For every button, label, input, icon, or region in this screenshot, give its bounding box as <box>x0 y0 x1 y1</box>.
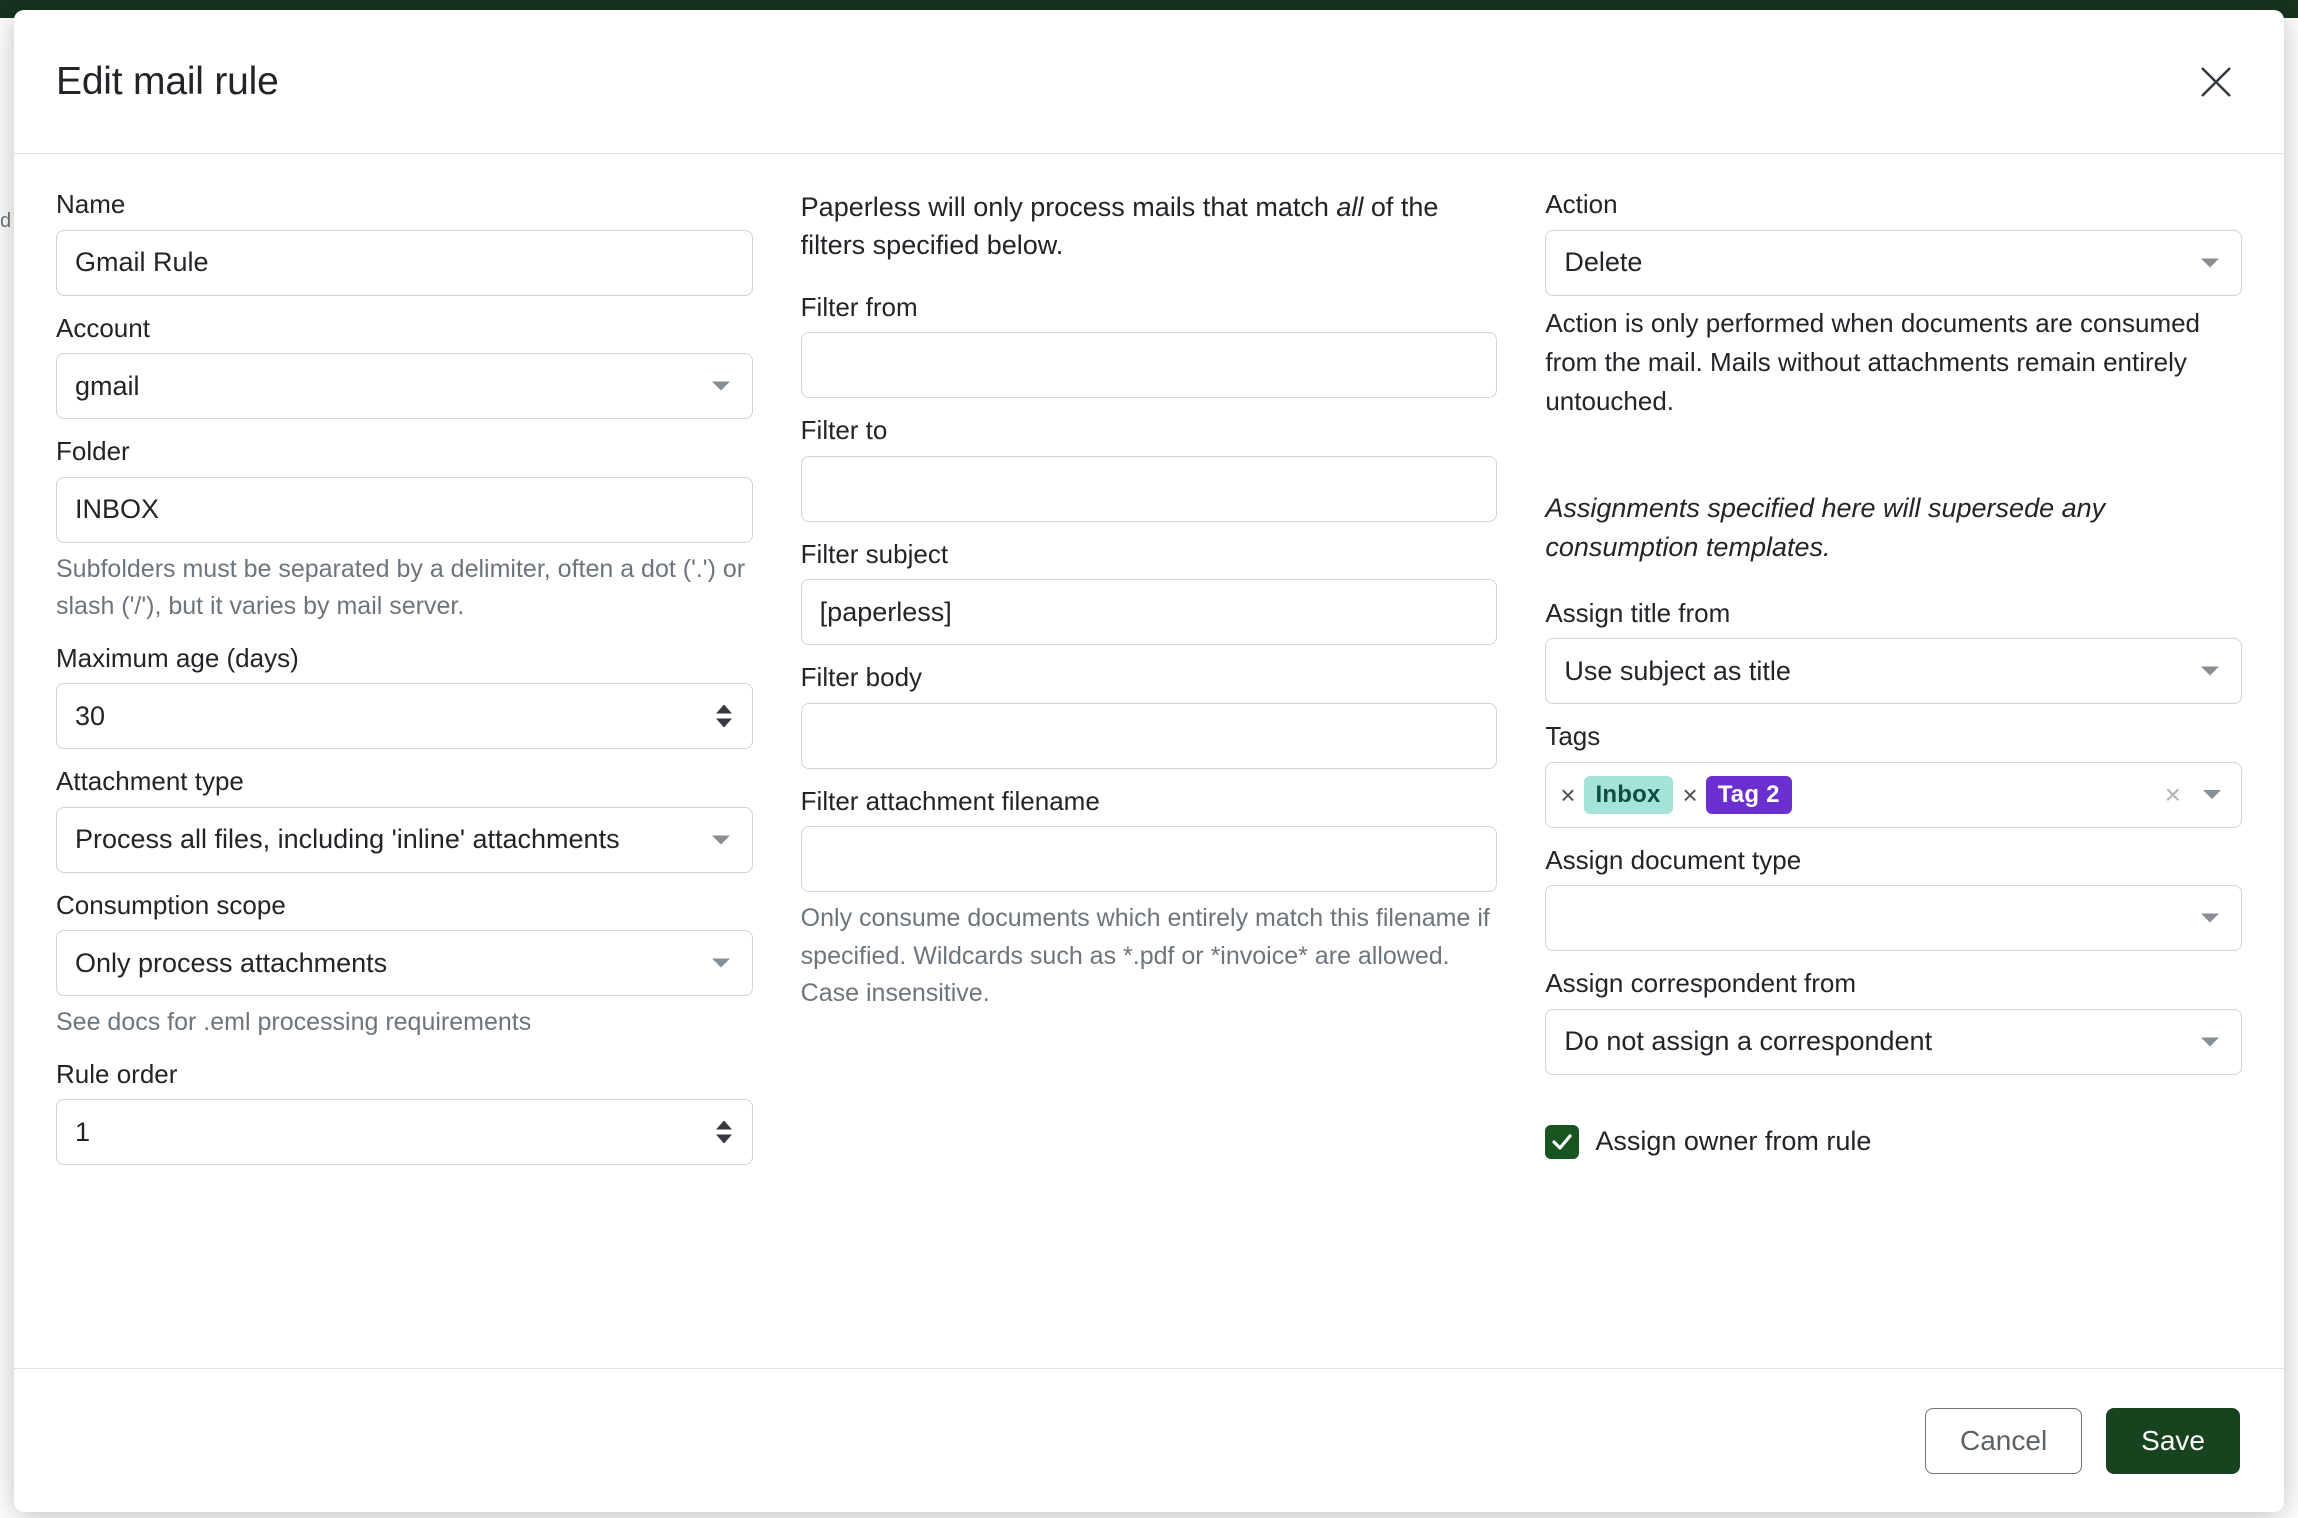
attachment-type-label: Attachment type <box>56 766 244 796</box>
field-filter-to <box>801 414 1498 522</box>
maximum-age-value: 30 <box>75 700 106 731</box>
consumption-scope-help-text: See docs for .eml processing requirements <box>56 1008 532 1036</box>
name-label: Name <box>56 189 126 219</box>
stepper-arrows-icon[interactable] <box>716 705 732 728</box>
rule-order-label: Rule order <box>56 1058 178 1089</box>
assign-correspondent-select[interactable] <box>1545 1009 2242 1075</box>
dialog-header <box>14 10 2284 154</box>
clear-tags-icon[interactable]: × <box>2164 778 2182 810</box>
rule-order-stepper[interactable] <box>56 1099 753 1165</box>
field-filter-attachment-filename <box>801 785 1498 1013</box>
filter-subject-label: Filter subject <box>800 538 949 569</box>
tag-label: Inbox <box>1584 776 1673 814</box>
action-value: Delete <box>1564 247 1643 277</box>
tags-label: Tags <box>1545 721 1601 752</box>
stepper-arrows-icon[interactable] <box>716 1121 732 1144</box>
filter-to-input[interactable] <box>801 456 1498 522</box>
filter-body-input[interactable] <box>801 703 1498 769</box>
folder-input[interactable]: INBOX <box>56 477 753 543</box>
action-label: Action <box>1545 189 1618 219</box>
folder-label: Folder <box>56 436 130 466</box>
filters-intro-text <box>801 188 1498 265</box>
filters-intro-emphasis: all <box>1336 192 1364 222</box>
background-text-fragment: d <box>0 210 12 232</box>
assign-title-label: Assign title from <box>1545 597 1731 628</box>
filter-from-label: Filter from <box>800 291 918 322</box>
field-assign-correspondent <box>1545 967 2242 1075</box>
tag-item[interactable] <box>1560 776 1672 814</box>
remove-tag-icon[interactable]: × <box>1682 779 1698 810</box>
assign-document-type-select[interactable] <box>1545 885 2242 951</box>
assignments-note: Assignments specified here will supersede any consumption templates. <box>1545 492 2106 562</box>
dialog-title: Edit mail rule <box>56 59 279 103</box>
filter-body-label: Filter body <box>800 662 923 693</box>
assign-correspondent-value: Do not assign a correspondent <box>1564 1026 1933 1057</box>
field-name <box>56 188 753 296</box>
assign-title-value: Use subject as title <box>1564 655 1791 686</box>
filters-intro-prefix: Paperless will only process mails that match <box>800 192 1337 222</box>
filter-attachment-filename-label: Filter attachment filename <box>800 785 1100 816</box>
field-action <box>1545 188 2242 421</box>
tag-label: Tag 2 <box>1706 776 1792 814</box>
filter-to-label: Filter to <box>800 415 888 446</box>
field-account <box>56 312 753 420</box>
chevron-down-icon <box>2201 914 2219 923</box>
attachment-type-value: Process all files, including 'inline' attachments <box>75 824 620 854</box>
save-button[interactable]: Save <box>2106 1408 2240 1474</box>
filter-subject-input[interactable]: [paperless] <box>801 579 1498 645</box>
consumption-scope-label: Consumption scope <box>56 889 286 920</box>
action-help-text: Action is only performed when documents are consumed from the mail. Mails without attachments remain entirely untouched. <box>1545 307 2201 416</box>
edit-mail-rule-dialog <box>14 10 2284 1512</box>
attachment-type-select[interactable] <box>56 807 753 873</box>
consumption-scope-select[interactable] <box>56 930 753 996</box>
field-consumption-scope <box>56 889 753 1042</box>
tags-controls <box>2164 778 2227 810</box>
cancel-button[interactable]: Cancel <box>1925 1408 2082 1474</box>
chevron-down-icon <box>712 382 730 391</box>
field-assign-title <box>1545 597 2242 705</box>
field-rule-order <box>56 1058 753 1166</box>
stepper-down-icon[interactable] <box>716 1135 732 1144</box>
chevron-down-icon <box>712 835 730 844</box>
stepper-up-icon[interactable] <box>716 705 732 714</box>
assign-owner-label: Assign owner from rule <box>1595 1126 1872 1157</box>
account-label: Account <box>56 312 150 343</box>
dialog-footer <box>14 1368 2284 1512</box>
stepper-up-icon[interactable] <box>716 1121 732 1130</box>
tag-item[interactable] <box>1683 776 1792 814</box>
field-tags <box>1545 720 2242 828</box>
consumption-scope-value: Only process attachments <box>75 947 388 978</box>
field-filter-subject <box>801 538 1498 646</box>
maximum-age-label: Maximum age (days) <box>56 642 299 673</box>
action-select[interactable] <box>1545 230 2242 296</box>
chevron-down-icon <box>2201 258 2219 267</box>
background-page <box>0 18 14 1518</box>
account-value: gmail <box>75 370 140 401</box>
filters-column <box>801 188 1498 1368</box>
close-icon[interactable] <box>2192 58 2240 106</box>
filter-from-input[interactable] <box>801 332 1498 398</box>
chevron-down-icon <box>712 959 730 968</box>
actions-column <box>1545 188 2242 1368</box>
chevron-down-icon <box>2201 1037 2219 1046</box>
chevron-down-icon[interactable] <box>2203 790 2221 799</box>
account-select[interactable] <box>56 353 753 419</box>
field-folder <box>56 435 753 626</box>
field-assign-document-type <box>1545 844 2242 952</box>
name-input[interactable]: Gmail Rule <box>56 230 753 296</box>
filters-intro-suffix: of the filters specified below. <box>800 192 1439 261</box>
assign-owner-checkbox[interactable] <box>1545 1125 1579 1159</box>
rule-order-value: 1 <box>75 1116 91 1147</box>
assign-document-type-label: Assign document type <box>1545 844 1802 875</box>
field-attachment-type <box>56 765 753 873</box>
remove-tag-icon[interactable]: × <box>1560 779 1576 810</box>
maximum-age-stepper[interactable] <box>56 683 753 749</box>
assign-title-select[interactable] <box>1545 638 2242 704</box>
dialog-body <box>14 154 2284 1368</box>
stepper-down-icon[interactable] <box>716 719 732 728</box>
settings-column <box>56 188 753 1368</box>
field-filter-body <box>801 661 1498 769</box>
field-maximum-age <box>56 642 753 750</box>
filter-attachment-help-text: Only consume documents which entirely match this filename if specified. Wildcards such as *.pdf or *invoice* are allowed. Case insensitive. <box>800 904 1490 1008</box>
assign-owner-row[interactable] <box>1545 1125 2242 1159</box>
filter-attachment-filename-input[interactable] <box>801 826 1498 892</box>
chevron-down-icon <box>2201 667 2219 676</box>
field-filter-from <box>801 291 1498 399</box>
folder-help-text: Subfolders must be separated by a delimiter, often a dot ('.') or slash ('/'), but it varies by mail server. <box>56 554 746 620</box>
assign-correspondent-label: Assign correspondent from <box>1545 968 1857 999</box>
tags-input[interactable] <box>1545 762 2242 828</box>
